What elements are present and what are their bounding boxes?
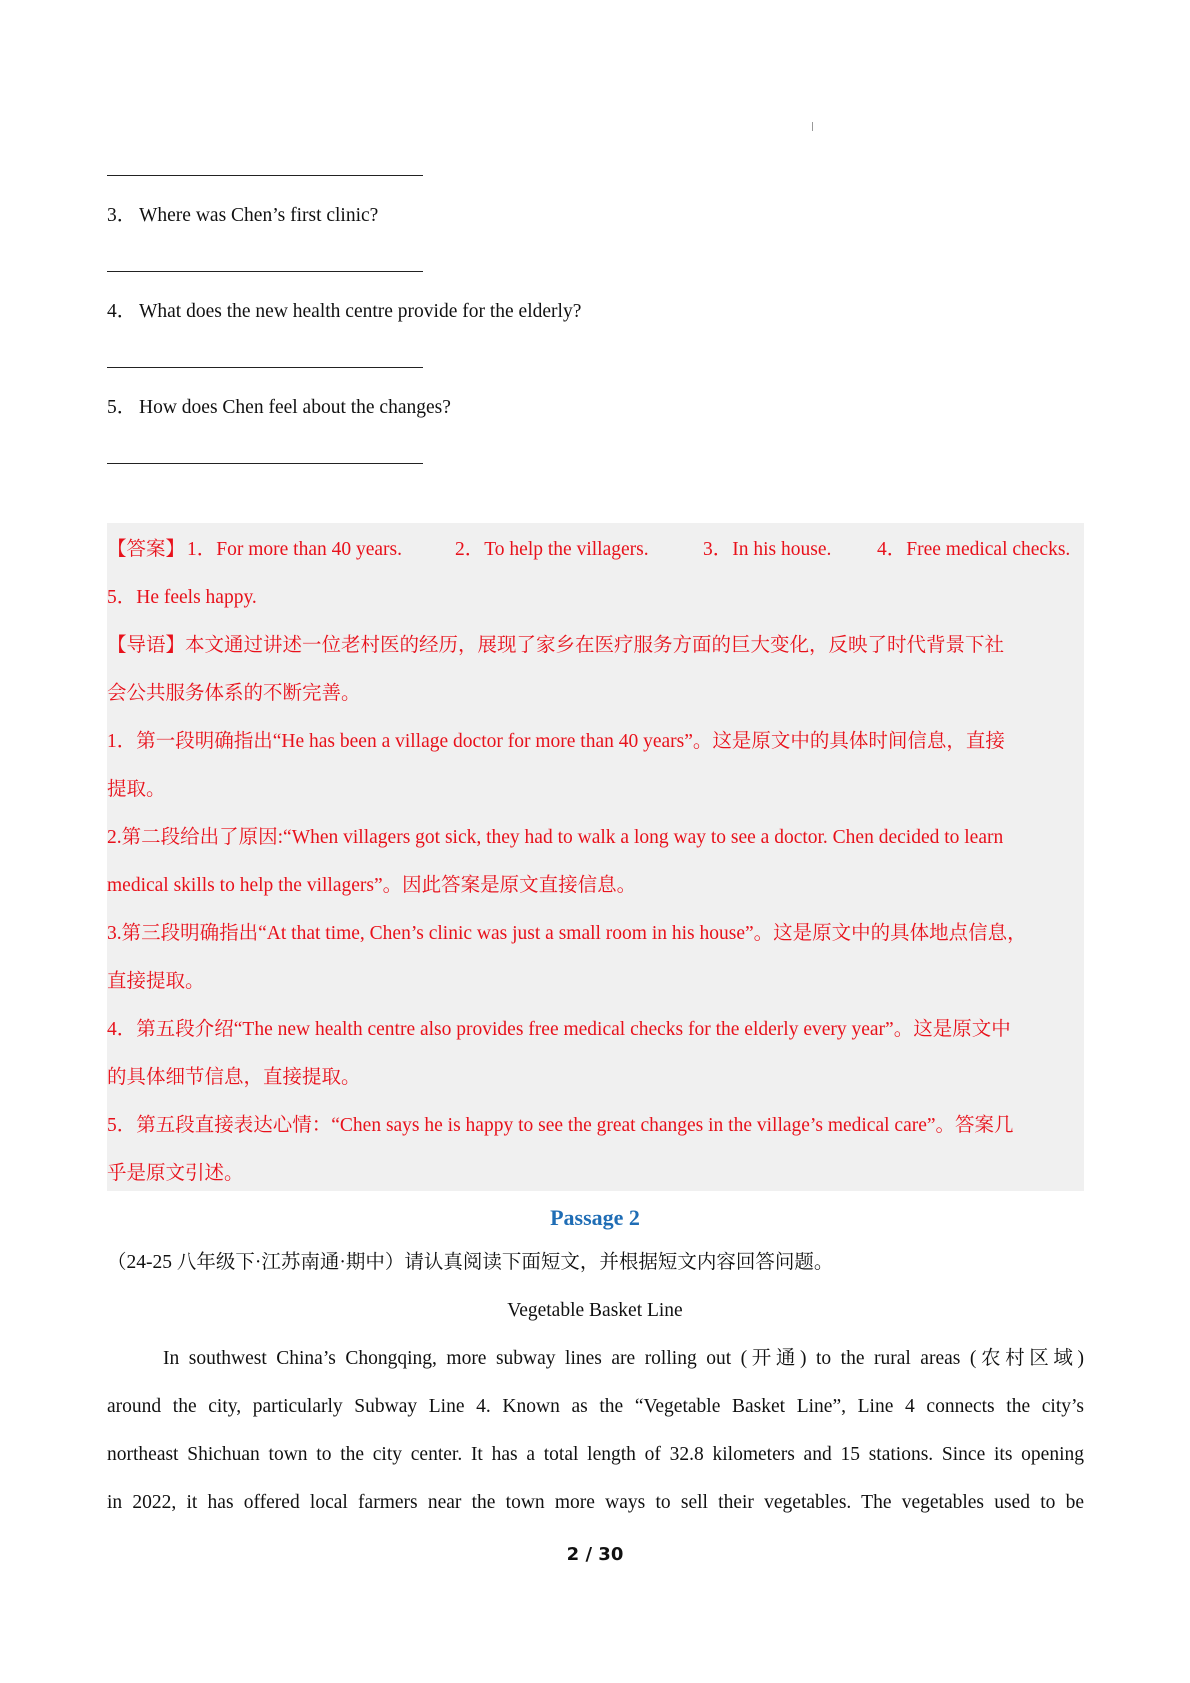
passage-line: In southwest China’s Chongqing, more subway lines are rolling out (开通) to the rural areas (农村区域) — [163, 1348, 1084, 1369]
guide-line-1: 【导语】本文通过讲述一位老村医的经历，展现了家乡在医疗服务方面的巨大变化，反映了时代背景下社 — [107, 635, 1005, 656]
passage-line: in 2022, it has offered local farmers near the town more ways to sell their vegetables. The vegetables used to be — [107, 1492, 1084, 1513]
answer-item-2: 2．To help the villagers. — [455, 539, 649, 560]
answer-blank-line[interactable] — [107, 271, 423, 272]
page-number: 2 / 30 — [566, 1544, 624, 1565]
passage-source: （24-25 八年级下·江苏南通·期中）请认真阅读下面短文，并根据短文内容回答问题。 — [107, 1252, 834, 1273]
passage-line: around the city, particularly Subway Line 4. Known as the “Vegetable Basket Line”, Line 4 connects the city’s — [107, 1396, 1084, 1417]
answer-item-5: 5．He feels happy. — [107, 587, 257, 608]
header-mark — [812, 122, 813, 131]
question-number: 5． — [107, 397, 137, 418]
analysis-2-line-1: 2.第二段给出了原因:“When villagers got sick, they had to walk a long way to see a doctor. Chen decided to learn — [107, 827, 1004, 848]
analysis-4-line-2: 的具体细节信息，直接提取。 — [107, 1067, 361, 1088]
analysis-1-line-1: 1．第一段明确指出“He has been a village doctor for more than 40 years”。这是原文中的具体时间信息，直接 — [107, 731, 1005, 752]
question-text: Where was Chen’s first clinic? — [139, 205, 379, 226]
guide-line-2: 会公共服务体系的不断完善。 — [107, 683, 361, 704]
question-3 — [107, 204, 378, 228]
question-text: What does the new health centre provide for the elderly? — [139, 301, 582, 322]
question-text: How does Chen feel about the changes? — [139, 397, 451, 418]
answer-explanation-box — [107, 523, 1084, 1191]
question-5 — [107, 396, 451, 420]
answer-line — [107, 538, 1084, 562]
analysis-5-line-2: 乎是原文引述。 — [107, 1163, 244, 1184]
question-number: 4． — [107, 301, 137, 322]
answer-item-4: 4．Free medical checks. — [877, 539, 1071, 560]
article-title: Vegetable Basket Line — [507, 1300, 683, 1321]
analysis-5-line-1: 5．第五段直接表达心情：“Chen says he is happy to see the great changes in the village’s medical care”。答案几 — [107, 1115, 1014, 1136]
question-4 — [107, 300, 581, 324]
passage-title: Passage 2 — [550, 1205, 640, 1230]
answer-item-1: 1．For more than 40 years. — [187, 539, 402, 560]
analysis-3-line-2: 直接提取。 — [107, 971, 205, 992]
analysis-2-line-2: medical skills to help the villagers”。因此答案是原文直接信息。 — [107, 875, 637, 896]
passage-line: northeast Shichuan town to the city center. It has a total length of 32.8 kilometers and 15 stations. Since its opening — [107, 1444, 1084, 1465]
answer-blank-line[interactable] — [107, 463, 423, 464]
analysis-1-line-2: 提取。 — [107, 779, 166, 800]
answer-item-3: 3．In his house. — [703, 539, 832, 560]
answer-blank-line[interactable] — [107, 175, 423, 176]
analysis-3-line-1: 3.第三段明确指出“At that time, Chen’s clinic was just a small room in his house”。这是原文中的具体地点信息， — [107, 923, 1027, 944]
question-number: 3． — [107, 205, 137, 226]
answer-blank-line[interactable] — [107, 367, 423, 368]
answer-label: 【答案】 — [107, 539, 186, 560]
analysis-4-line-1: 4．第五段介绍“The new health centre also provides free medical checks for the elderly every year”。这是原文中 — [107, 1019, 1011, 1040]
